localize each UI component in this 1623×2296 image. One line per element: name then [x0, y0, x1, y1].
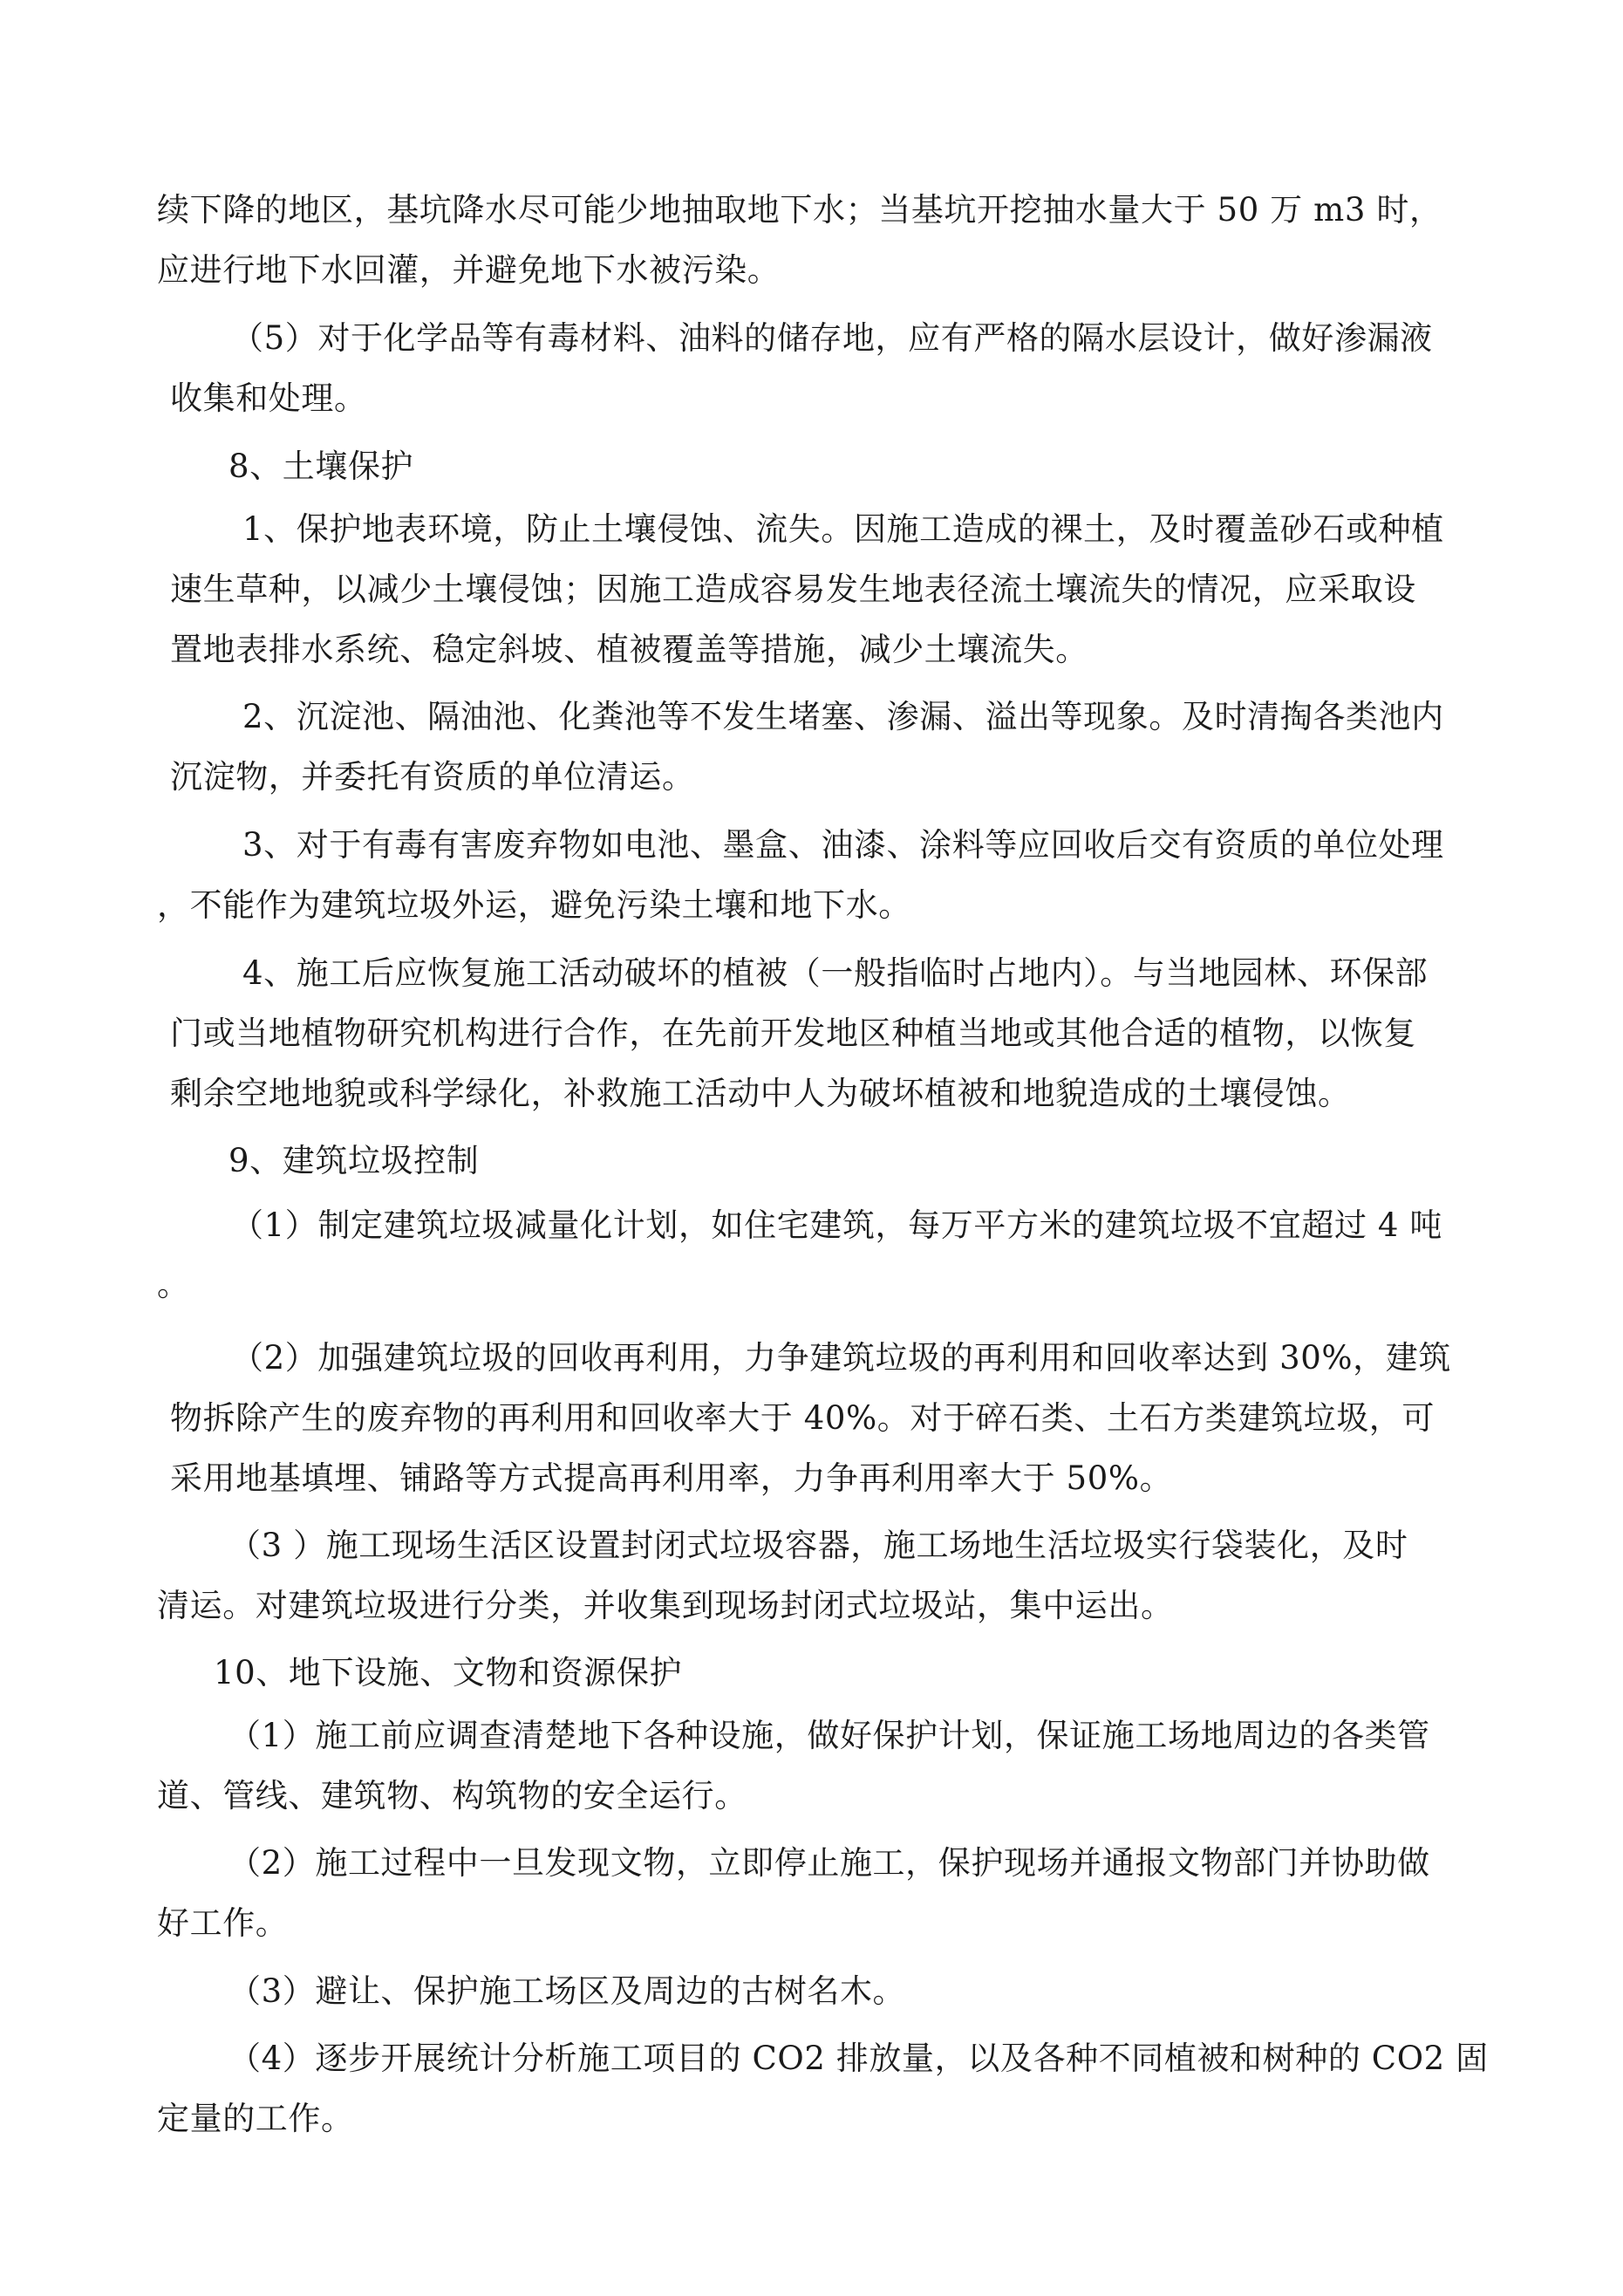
text-line: 收集和处理。 [170, 379, 367, 417]
text-line: （4）逐步开展统计分析施工项目的 CO2 排放量，以及各种不同植被和树种的 CO2 固 [228, 2040, 1489, 2077]
text-line: 4、施工后应恢复施工活动破坏的植被（一般指临时占地内）。与当地园林、环保部 [242, 954, 1429, 992]
text-line: 2、沉淀池、隔油池、化粪池等不发生堵塞、渗漏、溢出等现象。及时清掏各类池内 [242, 698, 1444, 735]
section-heading: 10、地下设施、文物和资源保护 [214, 1654, 683, 1691]
text-line: 剩余空地地貌或科学绿化，补救施工活动中人为破坏植被和地貌造成的土壤侵蚀。 [170, 1075, 1351, 1112]
text-line: （1）施工前应调查清楚地下各种设施，做好保护计划，保证施工场地周边的各类管 [228, 1717, 1430, 1754]
text-line: （3）避让、保护施工场区及周边的古树名木。 [228, 1972, 906, 2010]
section-heading: 8、土壤保护 [228, 448, 414, 485]
text-line: （2）加强建筑垃圾的回收再利用，力争建筑垃圾的再利用和回收率达到 30%，建筑 [231, 1339, 1451, 1377]
text-line: 清运。对建筑垃圾进行分类，并收集到现场封闭式垃圾站，集中运出。 [157, 1587, 1174, 1624]
text-line: 。 [157, 1266, 190, 1303]
text-line: 3、对于有毒有害废弃物如电池、墨盒、油漆、涂料等应回收后交有资质的单位处理 [242, 826, 1444, 864]
text-line: 采用地基填埋、铺路等方式提高再利用率，力争再利用率大于 50%。 [170, 1459, 1173, 1497]
text-line: 续下降的地区，基坑降水尽可能少地抽取地下水；当基坑开挖抽水量大于 50 万 m3 时， [157, 191, 1442, 229]
text-line: 沉淀物，并委托有资质的单位清运。 [170, 758, 695, 796]
text-line: 1、保护地表环境，防止土壤侵蚀、流失。因施工造成的裸土，及时覆盖砂石或种植 [242, 510, 1444, 548]
text-line: 应进行地下水回灌，并避免地下水被污染。 [157, 251, 781, 289]
text-line: 好工作。 [157, 1904, 289, 1942]
text-line: （2）施工过程中一旦发现文物，立即停止施工，保护现场并通报文物部门并协助做 [228, 1844, 1430, 1882]
text-line: 定量的工作。 [157, 2100, 354, 2137]
section-heading: 9、建筑垃圾控制 [228, 1142, 480, 1179]
text-line: （1）制定建筑垃圾减量化计划，如住宅建筑，每万平方米的建筑垃圾不宜超过 4 吨 [231, 1206, 1443, 1244]
text-line: 置地表排水系统、稳定斜坡、植被覆盖等措施，减少土壤流失。 [170, 631, 1088, 668]
text-line: （3 ）施工现场生活区设置封闭式垃圾容器，施工场地生活垃圾实行袋装化，及时 [228, 1527, 1408, 1564]
text-line: 道、管线、建筑物、构筑物的安全运行。 [157, 1777, 747, 1814]
text-line: 速生草种，以减少土壤侵蚀；因施工造成容易发生地表径流土壤流失的情况，应采取设 [170, 571, 1416, 608]
text-line: ，不能作为建筑垃圾外运，避免污染土壤和地下水。 [157, 886, 911, 924]
text-line: 物拆除产生的废弃物的再利用和回收率大于 40%。对于碎石类、土石方类建筑垃圾，可 [170, 1399, 1435, 1437]
text-line: 门或当地植物研究机构进行合作，在先前开发地区种植当地或其他合适的植物，以恢复 [170, 1015, 1416, 1052]
text-line: （5）对于化学品等有毒材料、油料的储存地，应有严格的隔水层设计，做好渗漏液 [231, 319, 1433, 357]
